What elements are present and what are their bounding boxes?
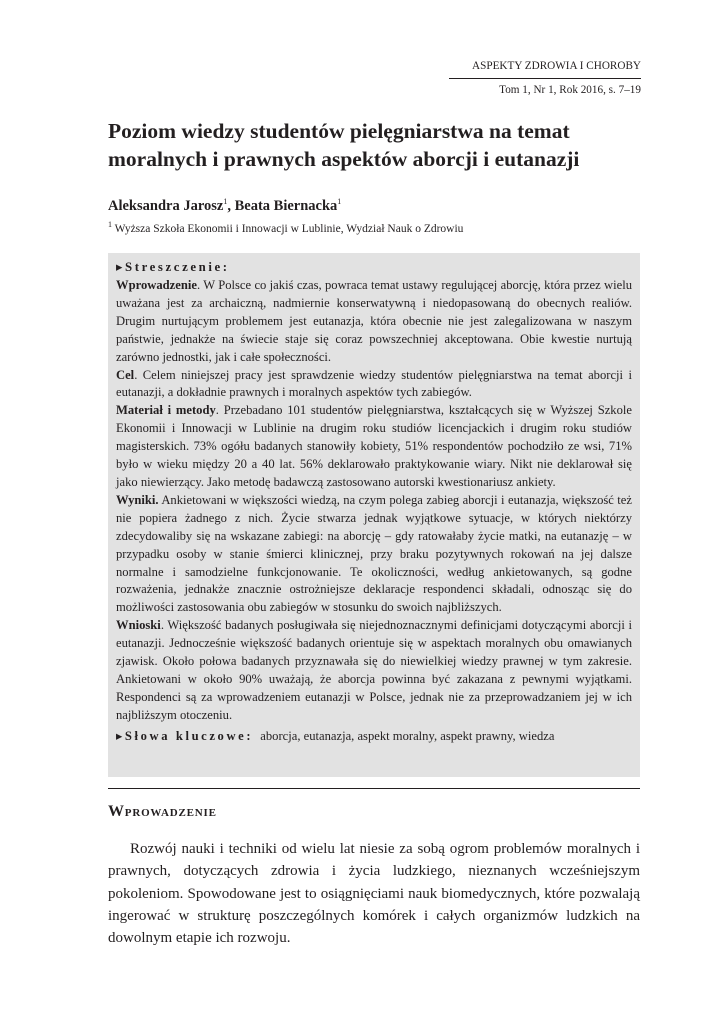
affiliation-mark: 1 bbox=[108, 220, 112, 229]
journal-header bbox=[449, 56, 641, 100]
abstract-heading: ▸Streszczenie: bbox=[116, 260, 230, 274]
author-affiliation-mark: 1 bbox=[223, 197, 228, 206]
abstract-section-text: Ankietowani w większości wiedzą, na czym polega zabieg aborcji i eutanazja, większość też nie popiera żadnego z nich. Życie stwarza jednak wyjątkowe sytuacje, w których niektórzy zdecydowaliby się na wskazane zabiegi: na aborcję – gdy ratowałaby życie matki, na eutanazję – w przypadku osoby w stanie śmierci klinicznej, przy braku pozytywnych rokowań na jej dalsze normalne i samodzielne funkcjonowanie. Te okoliczności, według ankietowanych, są godne rozważenia, jednakże znacznie ostrożniejsze deklaracje respondenci składali, odnosząc się do możliwości zastosowania obu zabiegów w stosunku do swoich najbliższych. bbox=[116, 492, 632, 615]
abstract-section-text: . Celem niniejszej pracy jest sprawdzenie wiedzy studentów pielęgniarstwa na temat aborcji i eutanazji, a dokładnie prawnych i moralnych aspektów tych zabiegów. bbox=[116, 367, 632, 400]
abstract-text bbox=[116, 277, 632, 725]
affiliation bbox=[108, 220, 463, 235]
author-affiliation-mark: 1 bbox=[337, 197, 342, 206]
journal-name: ASPEKTY ZDROWIA I CHOROBY bbox=[472, 60, 641, 72]
affiliation-text: Wyższa Szkoła Ekonomii i Innowacji w Lublinie, Wydział Nauk o Zdrowiu bbox=[112, 222, 464, 235]
keywords-line bbox=[116, 726, 632, 746]
keywords-text: aborcja, eutanazja, aspekt moralny, aspekt prawny, wiedza bbox=[260, 728, 555, 743]
journal-issue: Tom 1, Nr 1, Rok 2016, s. 7–19 bbox=[499, 84, 641, 96]
journal-rule bbox=[449, 78, 641, 79]
keywords-label: ▸Słowa kluczowe: bbox=[116, 728, 254, 743]
abstract-section-text: . W Polsce co jakiś czas, powraca temat ustawy regulującej aborcję, która przez wielu uważana jest za archaiczną, nadmiernie konserwatywną i niedopasowaną do obecnych realiów. Drugim nurtującym problemem jest eutanazja, która obecnie nie jest zalegalizowana w naszym państwie, jednakże na świecie staje się coraz powszechniej akceptowana. Obie kwestie nurtują zarówno jednostki, jak i całe społeczności. bbox=[116, 278, 632, 364]
abstract-section-label: Wyniki. bbox=[116, 492, 159, 507]
abstract-section-text: . Przebadano 101 studentów pielęgniarstwa, kształcących się w Wyższej Szkole Ekonomii i Innowacji w Lublinie na drugim roku studiów licencjackich i drugim roku studiów magisterskich. 73% ogółu badanych stanowiły kobiety, 51% respondentów pochodziło ze wsi, 71% było w wieku między 20 a 40 lat. 56% deklarowało praktykowanie wiary. Nikt nie deklarował się jako niewierzący. Jako metodę badawczą zastosowano autorski kwestionariusz ankiety. bbox=[116, 403, 632, 489]
author-separator: , bbox=[227, 197, 235, 214]
abstract-box bbox=[108, 253, 640, 777]
abstract-section-label: Wnioski bbox=[116, 618, 161, 633]
abstract-section-label: Cel bbox=[116, 367, 135, 382]
section-divider bbox=[108, 788, 640, 789]
intro-paragraph: Rozwój nauki i techniki od wielu lat niesie za sobą ogrom problemów moralnych i prawnych, dotyczących zdrowia i życia ludzkiego, nieznanych wcześniejszym pokoleniom. Spowodowane jest to osiągnięciami nauk biomedycznych, które pozwalają ingerować w strukturę poszczególnych komórek i całych organizmów ludzkich na dowolnym etapie ich rozwoju. bbox=[108, 841, 640, 947]
abstract-section-label: Wprowadzenie bbox=[116, 278, 197, 292]
abstract-section-label: Materiał i metody bbox=[116, 403, 216, 418]
section-heading: Wprowadzenie bbox=[108, 803, 217, 820]
abstract-section-text: . Większość badanych posługiwała się niejednoznacznymi definicjami dotyczącymi aborcji i eutanazji. Jednocześnie większość badanych orientuje się w aspektach moralnych obu omawianych zjawisk. Około połowa badanych przyznawała się do niewielkiej wiedzy prawnej w tym zakresie. Ankietowani w około 90% uważają, że aborcja powinna być zakazana z pewnymi wyjątkami. Respondenci są za wprowadzeniem eutanazji w Polsce, jednak nie za przeprowadzaniem jej w ich najbliższym otoczeniu. bbox=[116, 618, 632, 722]
author-name: Aleksandra Jarosz bbox=[108, 197, 224, 214]
author-list bbox=[108, 197, 341, 215]
author-name: Beata Biernacka bbox=[234, 197, 338, 214]
article-title: Poziom wiedzy studentów pielęgniarstwa na temat moralnych i prawnych aspektów aborcji i eutanazji bbox=[108, 119, 580, 171]
